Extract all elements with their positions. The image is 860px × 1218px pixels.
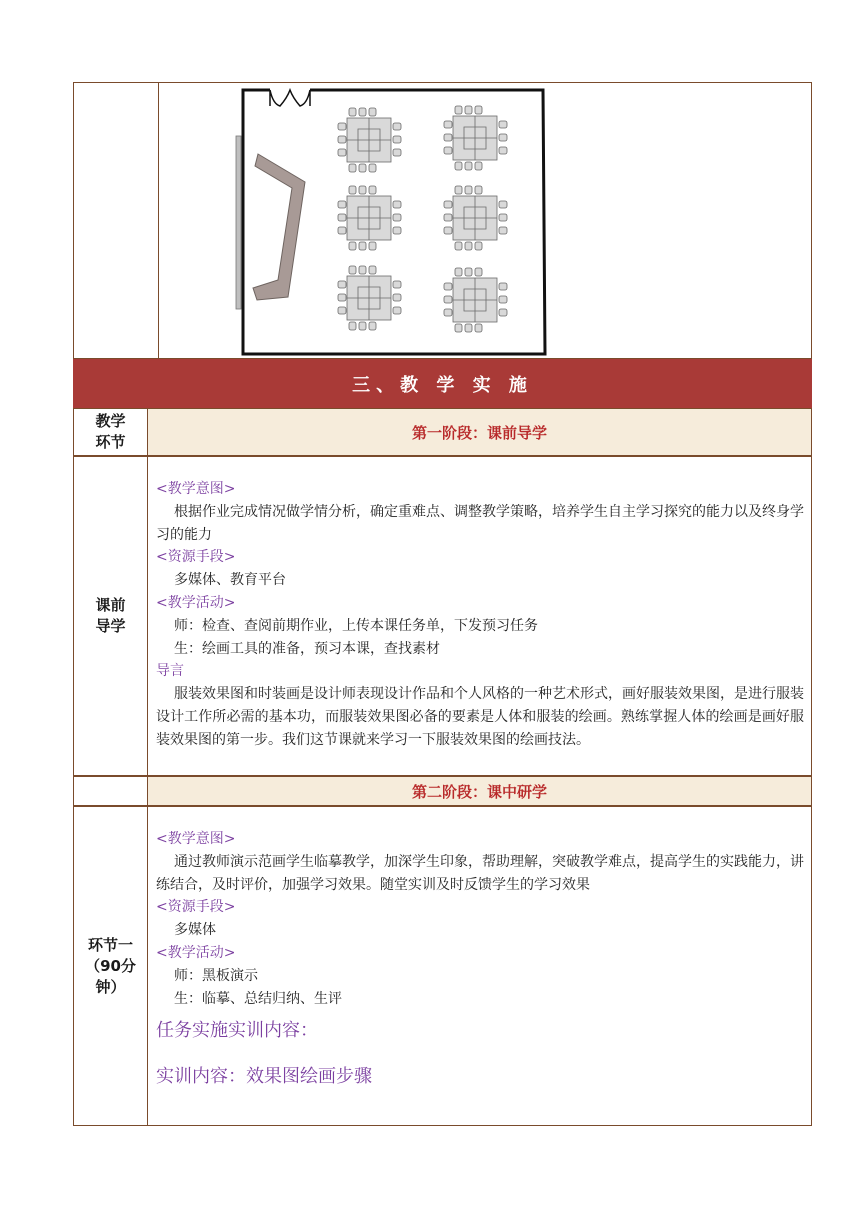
desk-group (444, 268, 507, 332)
row-label-preclass: 课前导学 (95, 596, 126, 635)
intro-tag: 导言 (156, 663, 184, 680)
task-title: 任务实施实训内容： (156, 1020, 318, 1042)
resource-text: 多媒体、教育平台 (174, 572, 286, 589)
desk-group (338, 108, 401, 172)
desk-group (338, 186, 401, 250)
activity-tag: <教学活动> (156, 944, 236, 961)
intro-text: 服装效果图和时装画是设计师表现设计作品和个人风格的一种艺术形式，画好服装效果图，是进行服装设计工作所必需的基本功，而服装效果图必备的要素是人体和服装的绘画。熟练掌握人体的绘画是画好服装效果图的第一步。我们这节课就来学习一下服装效果图的绘画技法。 (156, 686, 804, 748)
preclass-content (156, 478, 804, 752)
training-title: 实训内容：效果图绘画步骤 (156, 1066, 372, 1088)
classroom-floorplan (225, 84, 555, 359)
intent-tag: <教学意图> (156, 831, 236, 847)
stage2-title: 第二阶段：课中研学 (148, 777, 811, 805)
desk-group (338, 266, 401, 330)
activity-student: 生：临摹、总结归纳、生评 (174, 990, 342, 1007)
resource-tag: <资源手段> (156, 549, 236, 566)
row-label-link1: 环节一（90分钟） (85, 935, 136, 996)
intent-tag: <教学意图> (156, 481, 236, 497)
intent-text: 根据作业完成情况做学情分析，确定重难点、调整教学策略，培养学生自主学习探究的能力以及终身学习的能力 (156, 503, 804, 543)
activity-student: 生：绘画工具的准备，预习本课，查找素材 (174, 640, 440, 657)
column-label-teaching-link: 教学环节 (95, 412, 126, 451)
desk-group (444, 106, 507, 170)
link1-content (156, 828, 804, 1090)
section-title: 三、教 学 实 施 (73, 359, 812, 408)
activity-teacher: 师：黑板演示 (174, 967, 258, 984)
activity-tag: <教学活动> (156, 594, 236, 611)
resource-tag: <资源手段> (156, 899, 236, 916)
intent-text: 通过教师演示范画学生临摹教学，加深学生印象，帮助理解，突破教学难点，提高学生的实践能力，讲练结合，及时评价，加强学习效果。随堂实训及时反馈学生的学习效果 (156, 853, 804, 893)
activity-teacher: 师：检查、查阅前期作业，上传本课任务单，下发预习任务 (174, 617, 538, 634)
desk-group (444, 186, 507, 250)
resource-text: 多媒体 (174, 922, 216, 939)
stage1-title: 第一阶段：课前导学 (148, 409, 811, 455)
